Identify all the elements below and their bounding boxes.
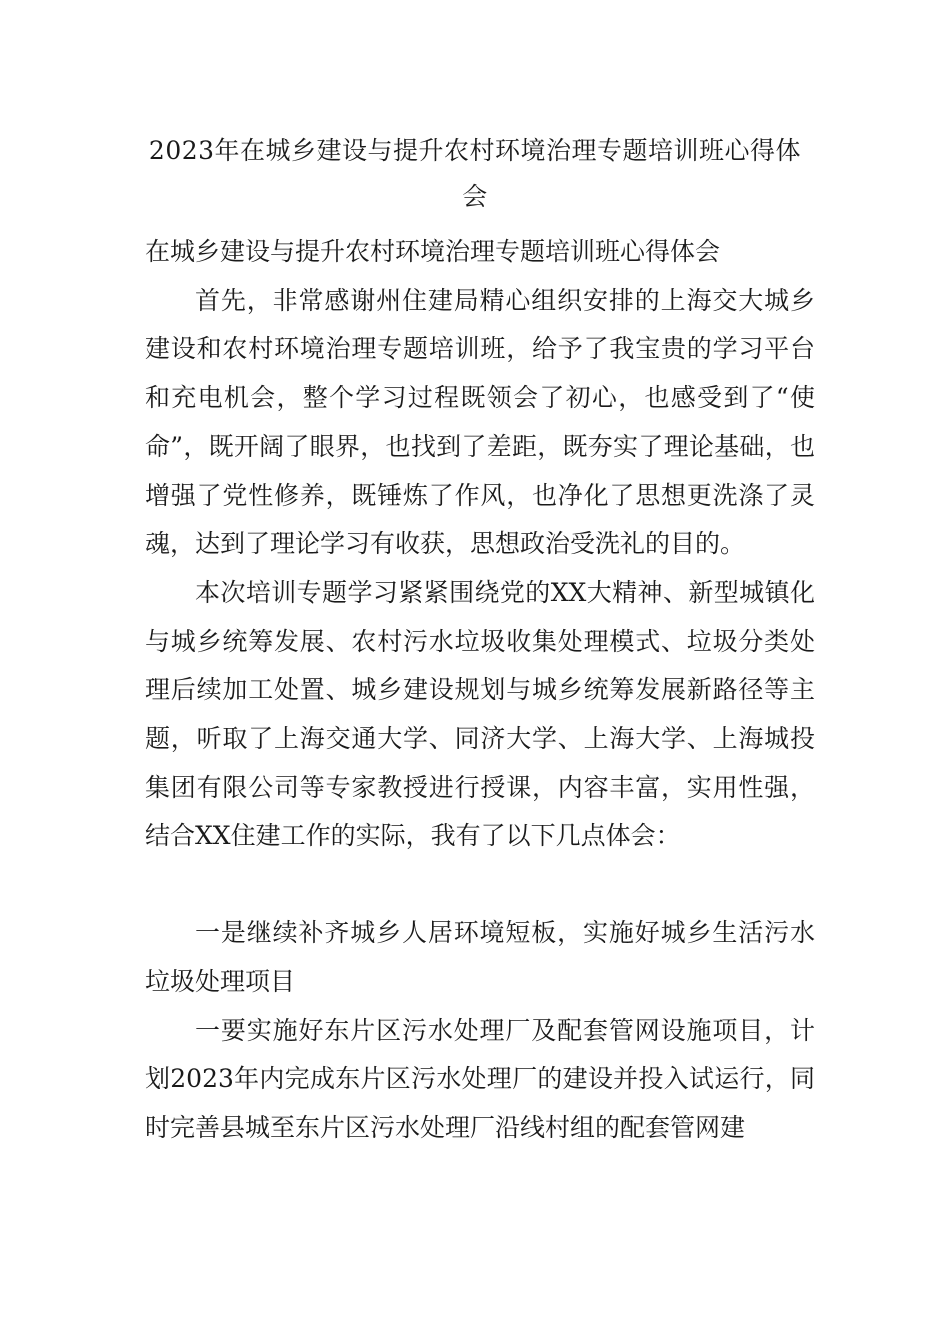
paragraph-training-topics: 本次培训专题学习紧紧围绕党的XX大精神、新型城镇化与城乡统筹发展、农村污水垃圾收集处理模式、垃圾分类处理后续加工处置、城乡建设规划与城乡统筹发展新路径等主题，听取了上海交通大学、同济大学、上海大学、上海城投集团有限公司等专家教授进行授课，内容丰富，实用性强，结合XX住建工作的实际，我有了以下几点体会： [145,577,815,851]
document-title: 2023年在城乡建设与提升农村环境治理专题培训班心得体会 [148,136,802,211]
paragraph-sewage-project: 一要实施好东片区污水处理厂及配套管网设施项目，计划2023年内完成东片区污水处理厂的建设并投入试运行，同时完善县城至东片区污水处理厂沿线村组的配套管网建 [145,1015,815,1142]
document-subtitle: 在城乡建设与提升农村环境治理专题培训班心得体会 [145,237,721,266]
paragraph-intro: 首先，非常感谢州住建局精心组织安排的上海交大城乡建设和农村环境治理专题培训班，给予了我宝贵的学习平台和充电机会，整个学习过程既领会了初心，也感受到了“使命”，既开阔了眼界，也找到了差距，既夯实了理论基础，也增强了党性修养，既锤炼了作风，也净化了思想更洗涤了灵魂，达到了理论学习有收获，思想政治受洗礼的目的。 [145,285,815,559]
paragraph-spacer [145,861,815,909]
document-body [145,228,815,1153]
section-heading-one: 一是继续补齐城乡人居环境短板，实施好城乡生活污水垃圾处理项目 [145,918,815,996]
